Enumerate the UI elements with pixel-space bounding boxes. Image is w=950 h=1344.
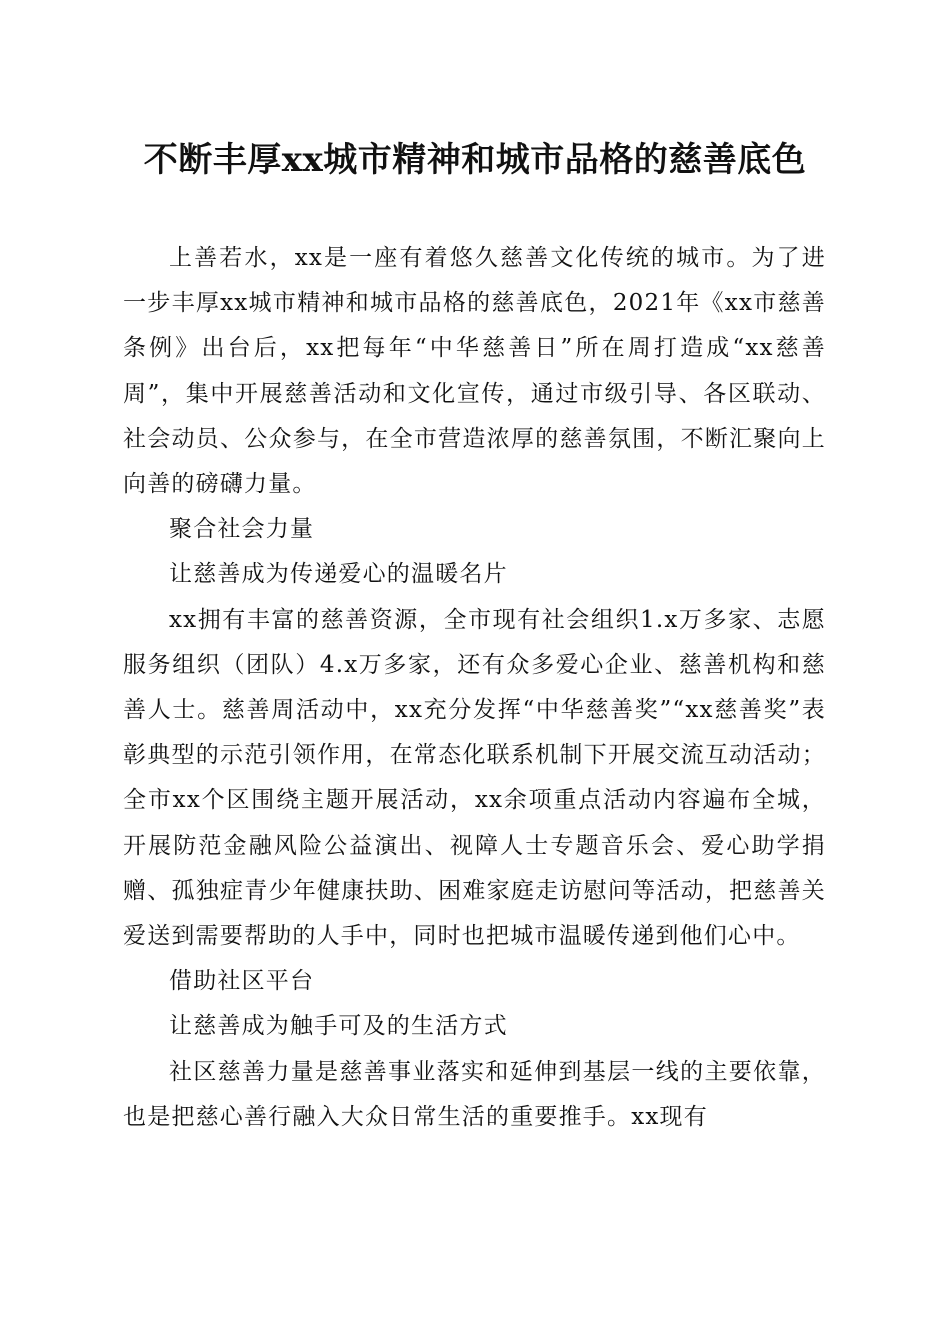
section-subheading-lifestyle: 让慈善成为触手可及的生活方式 [169, 1013, 508, 1040]
document-body [123, 236, 826, 1140]
section-heading-community-platform: 借助社区平台 [169, 968, 315, 995]
section-heading-social-forces: 聚合社会力量 [169, 516, 315, 543]
paragraph-social-resources: xx拥有丰富的慈善资源，全市现有社会组织1.x万多家、志愿服务组织（团队）4.x万多家，还有众多爱心企业、慈善机构和慈善人士。慈善周活动中，xx充分发挥“中华慈善奖”“xx慈善奖”表彰典型的示范引领作用，在常态化联系机制下开展交流互动活动；全市xx个区围绕主题开展活动，xx余项重点活动内容遍布全城，开展防范金融风险公益演出、视障人士专题音乐会、爱心助学捐赠、孤独症青少年健康扶助、困难家庭走访慰问等活动，把慈善关爱送到需要帮助的人手中，同时也把城市温暖传递到他们心中。 [123, 606, 826, 950]
paragraph-intro: 上善若水，xx是一座有着悠久慈善文化传统的城市。为了进一步丰厚xx城市精神和城市品格的慈善底色，2021年《xx市慈善条例》出台后，xx把每年“中华慈善日”所在周打造成“xx慈善周”，集中开展慈善活动和文化宣传，通过市级引导、各区联动、社会动员、公众参与，在全市营造浓厚的慈善氛围，不断汇聚向上向善的磅礴力量。 [123, 245, 826, 498]
paragraph-community-charity: 社区慈善力量是慈善事业落实和延伸到基层一线的主要依靠，也是把慈心善行融入大众日常生活的重要推手。xx现有 [123, 1058, 826, 1130]
document-title: 不断丰厚xx城市精神和城市品格的慈善底色 [143, 140, 807, 180]
section-subheading-warm-card: 让慈善成为传递爱心的温暖名片 [169, 561, 508, 588]
